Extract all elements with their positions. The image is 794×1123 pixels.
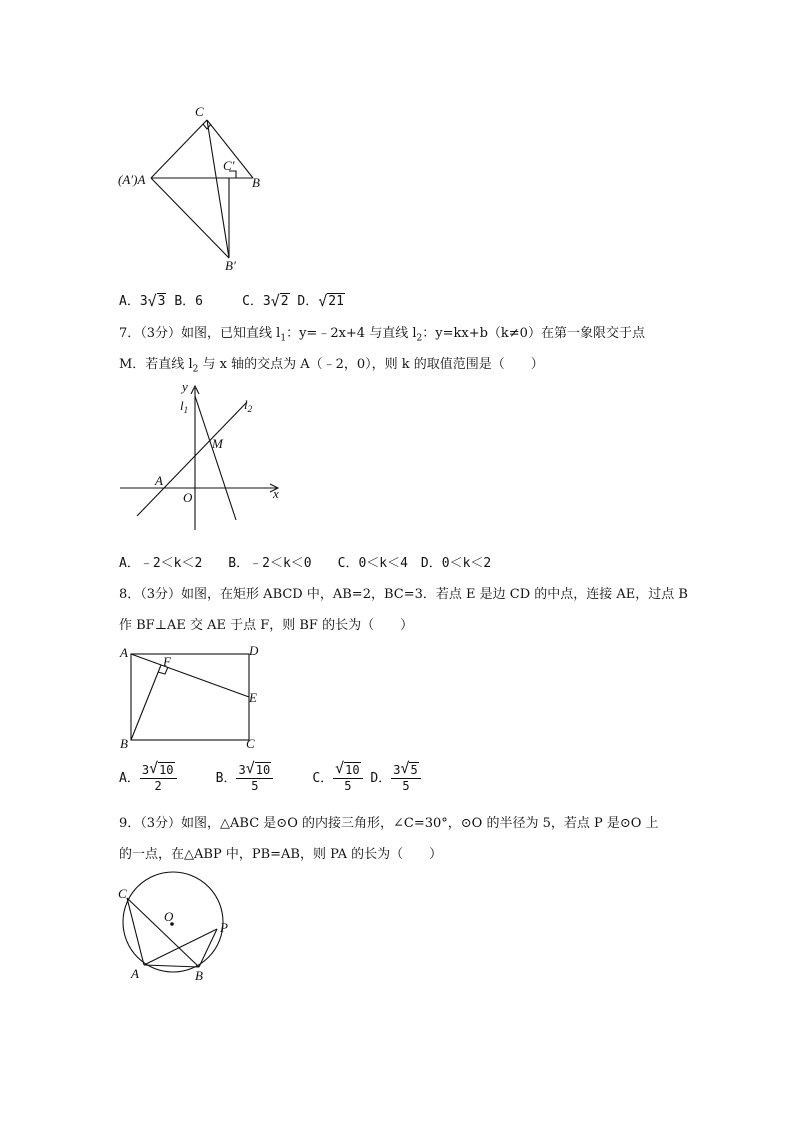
q8-label-e: E bbox=[249, 690, 257, 705]
q8-label-f: F bbox=[163, 654, 171, 669]
q9-segment-bp bbox=[199, 929, 217, 967]
q9-figure bbox=[115, 870, 265, 985]
q7-label-y: y bbox=[182, 379, 188, 394]
q6-label-b-prime: B′ bbox=[225, 258, 236, 273]
q9-segment-cb bbox=[127, 898, 199, 967]
q6-option-a[interactable]: A．3√ 3 bbox=[119, 294, 166, 309]
q6-segment-ca bbox=[151, 120, 207, 178]
q8-segment-ae bbox=[131, 654, 249, 697]
q9-label-b: B bbox=[195, 968, 203, 983]
q8-label-c: C bbox=[246, 736, 255, 751]
q6-option-b[interactable]: B．6 bbox=[174, 294, 203, 309]
q7-label-x: x bbox=[273, 486, 279, 501]
q7-label-m: M bbox=[212, 436, 223, 451]
q8-option-c[interactable]: C． √ $\frac{10}{5}$ bbox=[312, 771, 362, 786]
q7-label-o: O bbox=[183, 490, 193, 505]
q9-label-o: O bbox=[164, 909, 174, 924]
q9-label-a: A bbox=[131, 966, 139, 981]
q6-right-angle-c bbox=[203, 124, 211, 129]
q6-segment-cb-prime bbox=[207, 120, 229, 258]
q8-figure bbox=[115, 640, 275, 755]
q6-label-c-prime: C′ bbox=[223, 158, 235, 173]
q6-label-a: (A′)A bbox=[118, 172, 146, 187]
q7-stem-line1: 7．（3分）如图，已知直线 $l_1$：y=﹣2x+4 与直线 $l_2$：y=kx+b（k≠0）在第一象限交于点 bbox=[119, 326, 645, 344]
q8-option-b[interactable]: B． $\frac{3√ 10}{5}$ bbox=[216, 771, 274, 786]
q7-label-l1: $l_1$ bbox=[180, 398, 189, 415]
q8-label-b: B bbox=[120, 736, 128, 751]
q9-segment-ab bbox=[144, 965, 199, 967]
q6-options bbox=[119, 290, 345, 309]
q8-stem-line1: 8．（3分）如图，在矩形 ABCD 中，AB=2，BC=3．若点 E 是边 CD 的中点，连接 AE，过点 B bbox=[119, 587, 688, 602]
q8-label-a: A bbox=[120, 645, 128, 660]
q9-label-c: C bbox=[118, 886, 127, 901]
q8-options bbox=[119, 763, 421, 794]
q7-options[interactable]: A．﹣2＜k＜2 B．﹣2＜k＜0 C．0＜k＜4 D．0＜k＜2 bbox=[119, 556, 492, 571]
q8-stem-line2: 作 BF⊥AE 交 AE 于点 F，则 BF 的长为（ ） bbox=[119, 618, 414, 633]
q7-figure bbox=[115, 378, 290, 538]
q6-segment-ab-prime bbox=[151, 178, 229, 258]
q6-label-b: B bbox=[252, 175, 260, 190]
q8-option-d[interactable]: D． $\frac{3√ 5}{5}$ bbox=[370, 771, 420, 786]
q7-line-l1 bbox=[195, 396, 236, 520]
q6-label-c: C bbox=[195, 104, 204, 119]
q8-option-a[interactable]: A． $\frac{3√ 10}{2}$ bbox=[119, 771, 177, 786]
q6-option-c[interactable]: C．3√ 2 bbox=[242, 294, 289, 309]
q9-stem-line2: 的一点，在△ABP 中，PB=AB，则 PA 的长为（ ） bbox=[119, 847, 443, 862]
q7-label-l2: $l_2$ bbox=[244, 397, 253, 414]
q9-label-p: P bbox=[220, 920, 228, 935]
q8-label-d: D bbox=[249, 643, 259, 658]
q7-label-a: A bbox=[155, 473, 163, 488]
q6-option-d[interactable]: D．√ 21 bbox=[297, 294, 344, 309]
q7-stem-line2: M．若直线 $l_2$ 与 x 轴的交点为 A（﹣2，0），则 k 的取值范围是（ ） bbox=[119, 357, 544, 375]
q8-segment-bf bbox=[131, 665, 161, 740]
q9-stem-line1: 9．（3分）如图，△ABC 是⊙O 的内接三角形，∠C=30°，⊙O 的半径为 5，若点 P 是⊙O 上 bbox=[119, 816, 659, 831]
q6-figure bbox=[110, 100, 280, 275]
